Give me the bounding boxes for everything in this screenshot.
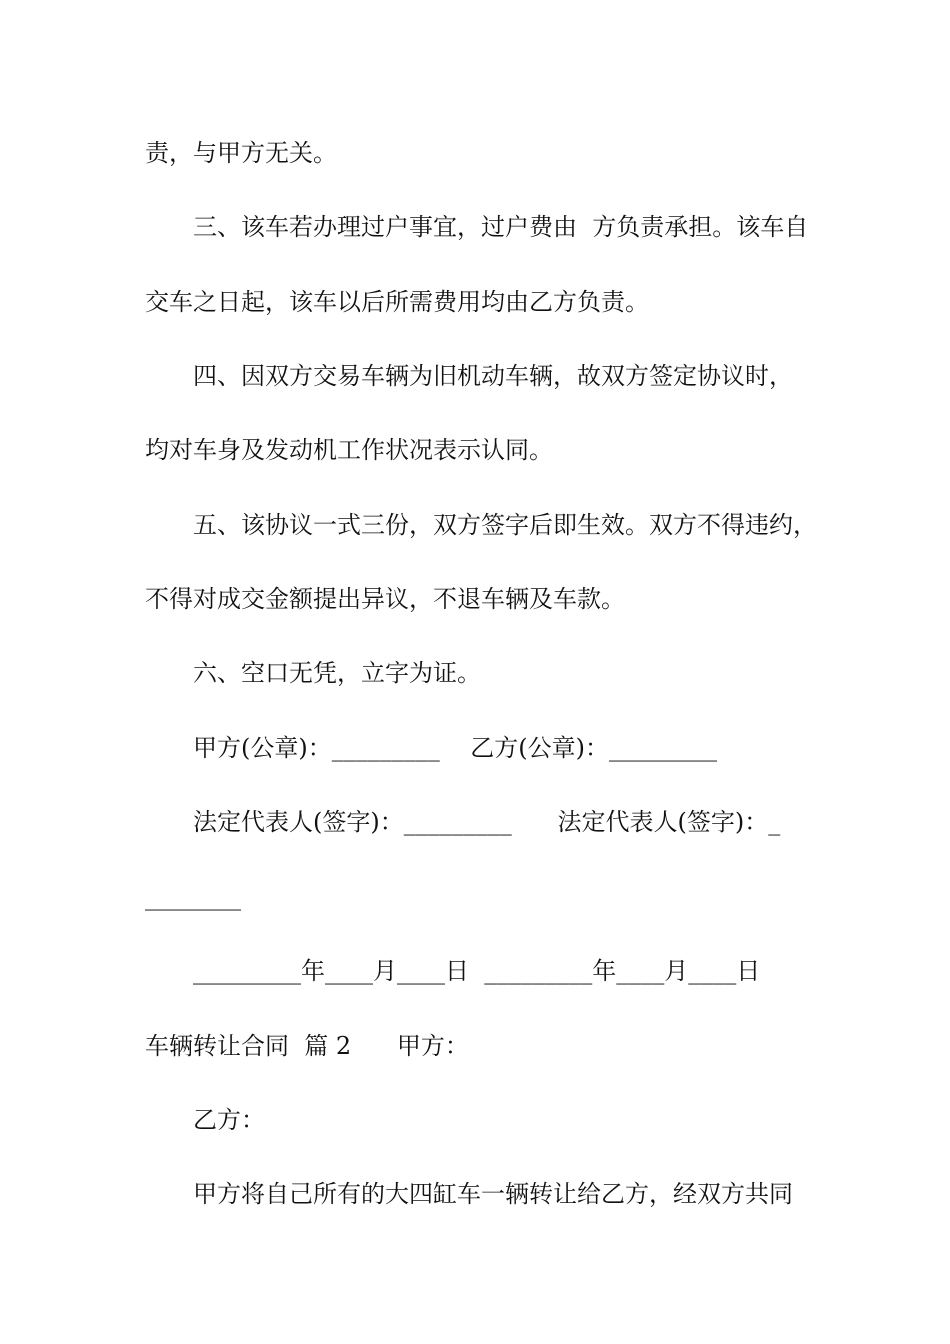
paragraph-line: 五、该协议一式三份，双方签字后即生效。双方不得违约， bbox=[193, 511, 817, 539]
paragraph-line: 交车之日起，该车以后所需费用均由乙方负责。 bbox=[145, 288, 649, 316]
paragraph-line: 三、该车若办理过户事宜，过户费由 方负责承担。该车自 bbox=[193, 213, 809, 241]
paragraph-line: 甲方将自己所有的大四缸车一辆转让给乙方，经双方共同 bbox=[193, 1180, 793, 1208]
paragraph-line: 均对车身及发动机工作状况表示认同。 bbox=[145, 436, 553, 464]
signature-line-continued: ________ bbox=[145, 883, 241, 911]
section-heading: 车辆转让合同 篇 2 甲方： bbox=[145, 1032, 469, 1060]
date-line: _________年____月____日 _________年____月____日 bbox=[193, 957, 761, 985]
paragraph-line: 不得对成交金额提出异议，不退车辆及车款。 bbox=[145, 585, 625, 613]
paragraph-line: 六、空口无凭，立字为证。 bbox=[193, 659, 481, 687]
signature-line-seal: 甲方(公章)：_________ 乙方(公章)：_________ bbox=[193, 734, 717, 762]
party-b-line: 乙方： bbox=[193, 1106, 265, 1134]
paragraph-line: 四、因双方交易车辆为旧机动车辆，故双方签定协议时， bbox=[193, 362, 793, 390]
paragraph-line: 责，与甲方无关。 bbox=[145, 139, 337, 167]
signature-line-representative: 法定代表人(签字)：_________ 法定代表人(签字)：_ bbox=[193, 808, 781, 836]
